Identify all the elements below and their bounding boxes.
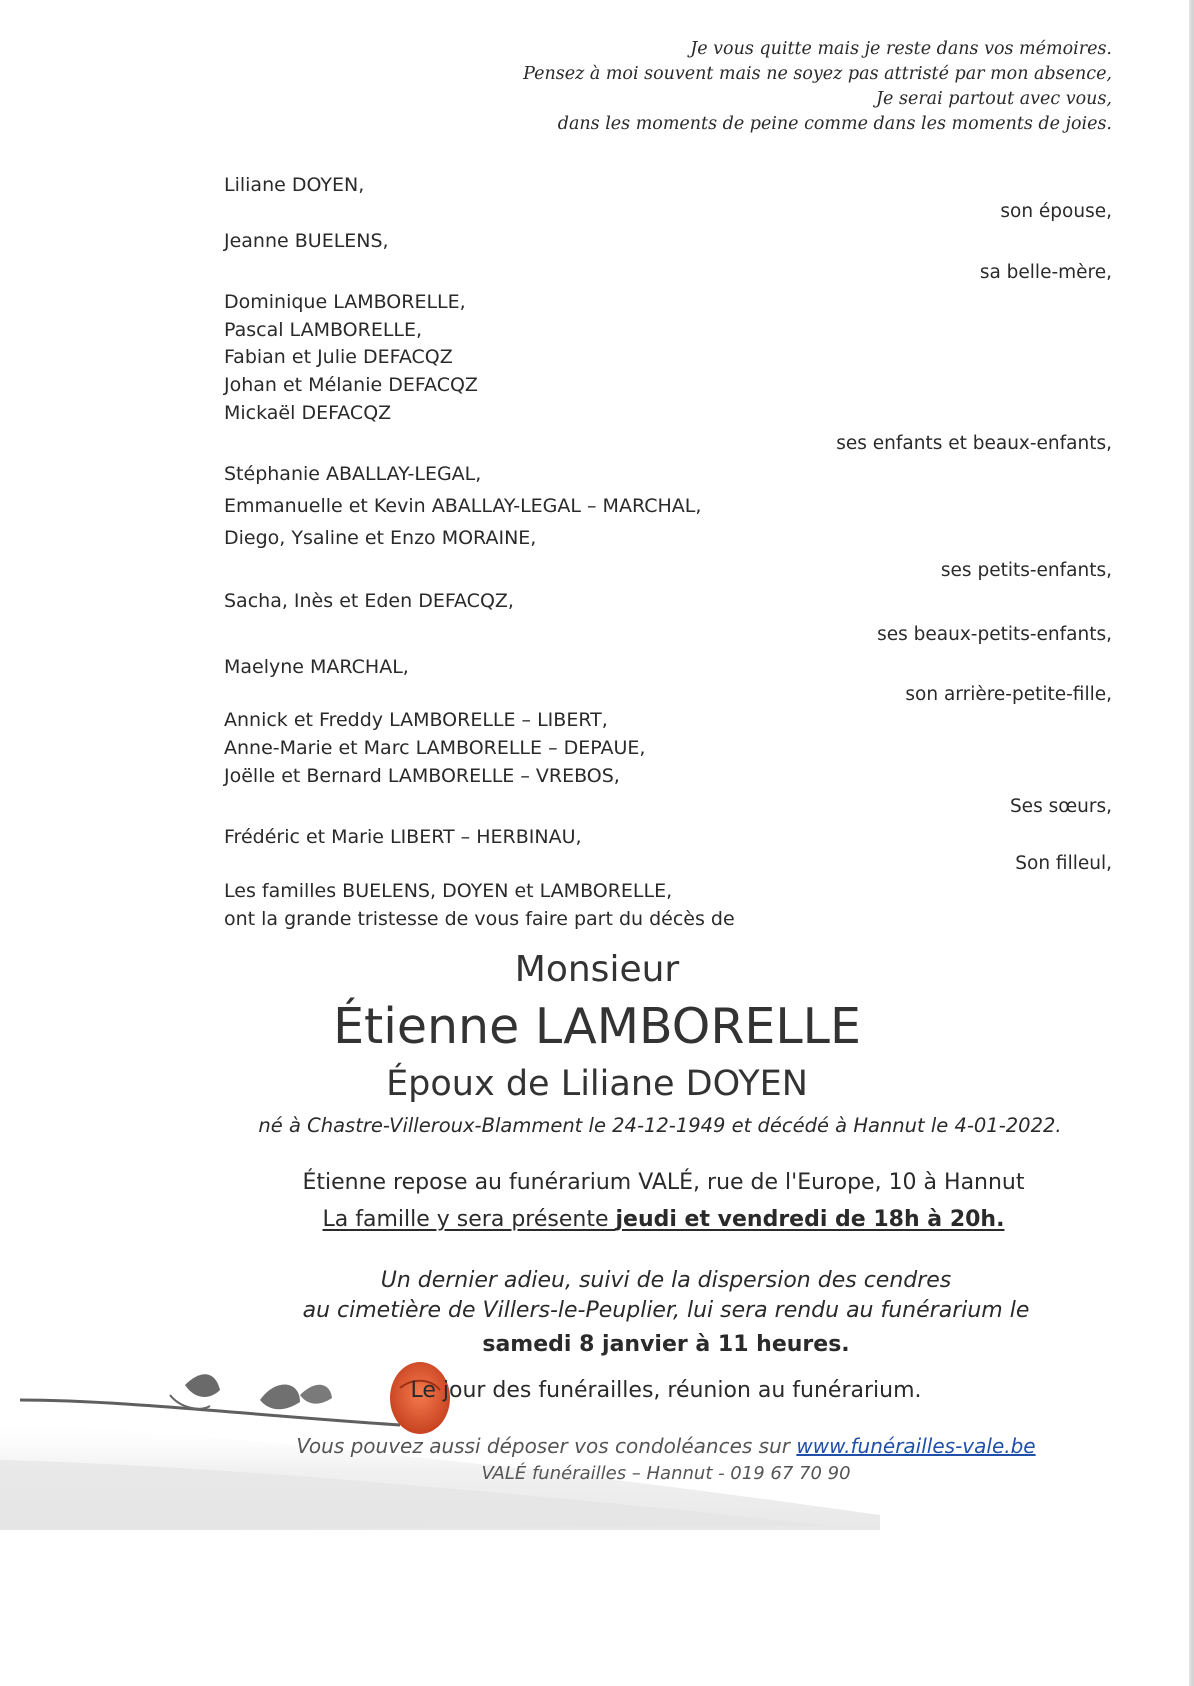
- announcement-line: ont la grande tristesse de vous faire part du décès de: [224, 908, 735, 930]
- spouse-relation: son épouse,: [1000, 201, 1112, 222]
- great-granddaughter-relation: son arrière-petite-fille,: [905, 684, 1112, 705]
- child-name: Pascal LAMBORELLE,: [224, 319, 423, 341]
- child-name: Mickaël DEFACQZ: [224, 402, 392, 424]
- child-name: Johan et Mélanie DEFACQZ: [224, 374, 478, 396]
- condolences-line: [0, 1434, 1194, 1458]
- poem: [412, 37, 1112, 137]
- godson-relation: Son filleul,: [1015, 853, 1112, 874]
- sister-name: Anne-Marie et Marc LAMBORELLE – DEPAUE,: [224, 737, 646, 759]
- website-link[interactable]: www.funérailles-vale.be: [796, 1434, 1036, 1458]
- step-grandchildren-name: Sacha, Inès et Eden DEFACQZ,: [224, 590, 514, 612]
- spouse-name: Liliane DOYEN,: [224, 174, 365, 196]
- grandchildren-relation: ses petits-enfants,: [940, 560, 1112, 581]
- grandchild-name: Emmanuelle et Kevin ABALLAY-LEGAL – MARCHAL,: [224, 495, 702, 517]
- visitation-hours: [0, 1207, 1194, 1232]
- godson-name: Frédéric et Marie LIBERT – HERBINAU,: [224, 826, 582, 848]
- poem-line: dans les moments de peine comme dans les moments de joies.: [557, 114, 1112, 134]
- poem-line: Pensez à moi souvent mais ne soyez pas attristé par mon absence,: [523, 64, 1112, 84]
- poem-line: Je serai partout avec vous,: [876, 89, 1112, 109]
- ceremony-reunion: Le jour des funérailles, réunion au funérarium.: [410, 1378, 922, 1403]
- visitation-line: Étienne repose au funérarium VALÉ, rue de l'Europe, 10 à Hannut: [302, 1170, 1025, 1195]
- birth-death-line: né à Chastre-Villeroux-Blamment le 24-12-1949 et décédé à Hannut le 4-01-2022.: [258, 1114, 1062, 1137]
- step-grandchildren-relation: ses beaux-petits-enfants,: [877, 624, 1112, 645]
- deceased-name: Étienne LAMBORELLE: [333, 998, 861, 1055]
- poem-line: Je vous quitte mais je reste dans vos mémoires.: [690, 39, 1112, 59]
- families-line: Les familles BUELENS, DOYEN et LAMBORELLE,: [224, 880, 673, 902]
- child-name: Dominique LAMBORELLE,: [224, 291, 466, 313]
- ceremony-date: samedi 8 janvier à 11 heures.: [482, 1332, 850, 1357]
- funeral-home-contact: VALÉ funérailles – Hannut - 019 67 70 90: [481, 1463, 851, 1484]
- visitation-hours-times: jeudi et vendredi de 18h à 20h.: [615, 1207, 1005, 1232]
- sisters-relation: Ses sœurs,: [1009, 796, 1112, 817]
- ceremony-line: Un dernier adieu, suivi de la dispersion des cendres: [380, 1268, 952, 1293]
- grandchild-name: Stéphanie ABALLAY-LEGAL,: [224, 463, 482, 485]
- deceased-spouse: Époux de Liliane DOYEN: [386, 1064, 808, 1104]
- mother-in-law-name: Jeanne BUELENS,: [224, 230, 389, 252]
- child-name: Fabian et Julie DEFACQZ: [224, 346, 453, 368]
- condolences-text: Vous pouvez aussi déposer vos condoléances sur: [296, 1434, 797, 1458]
- children-relation: ses enfants et beaux-enfants,: [836, 433, 1112, 454]
- mother-in-law-relation: sa belle-mère,: [979, 262, 1112, 283]
- sister-name: Annick et Freddy LAMBORELLE – LIBERT,: [224, 709, 608, 731]
- grandchild-name: Diego, Ysaline et Enzo MORAINE,: [224, 527, 537, 549]
- ceremony-line: au cimetière de Villers-le-Peuplier, lui sera rendu au funérarium le: [302, 1298, 1030, 1323]
- great-granddaughter-name: Maelyne MARCHAL,: [224, 656, 409, 678]
- deceased-title: Monsieur: [514, 949, 680, 990]
- sister-name: Joëlle et Bernard LAMBORELLE – VREBOS,: [224, 765, 620, 787]
- visitation-hours-text: La famille y sera présente: [322, 1207, 616, 1232]
